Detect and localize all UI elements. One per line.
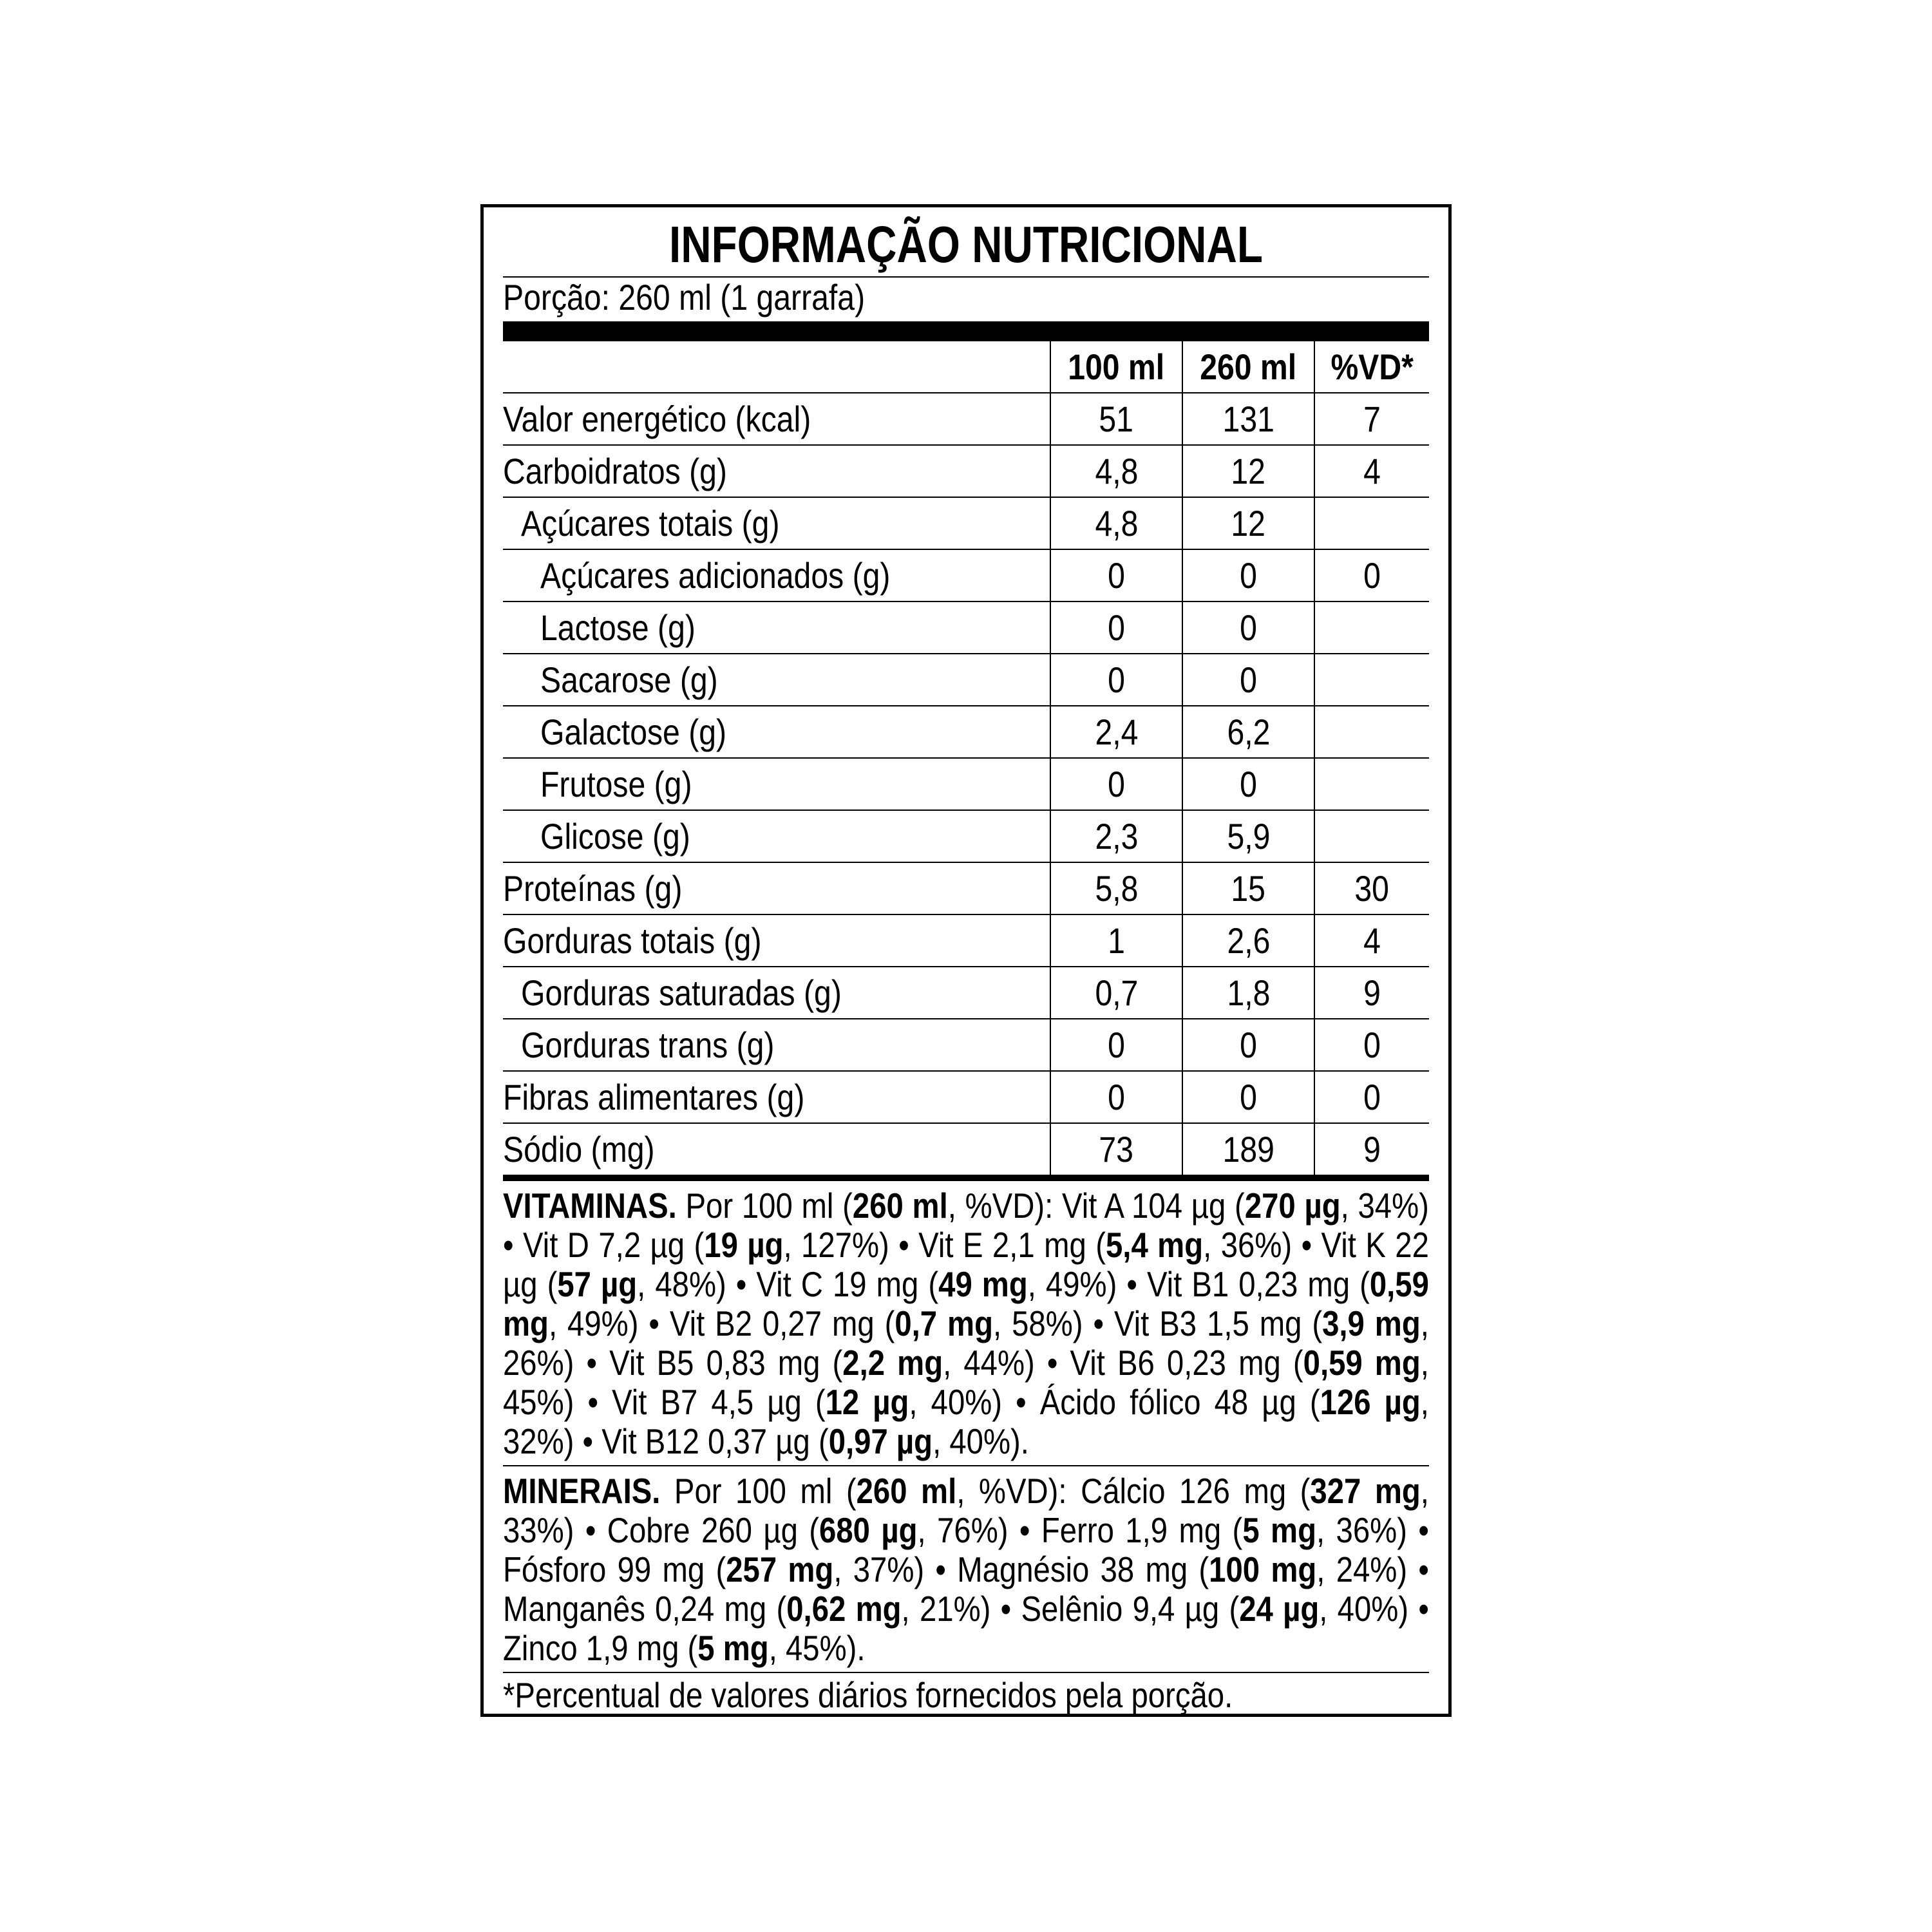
nutrient-name: Galactose (g) [540, 712, 727, 752]
nutrient-value-v260 [1182, 393, 1314, 445]
table-row [503, 810, 1429, 862]
nutrient-value: 6,2 [1227, 712, 1270, 752]
nutrient-value: 4,8 [1095, 451, 1138, 491]
nutrient-name: Gorduras totais (g) [503, 920, 762, 961]
nutrient-value: 0 [1108, 1025, 1125, 1065]
nutrient-value-v100 [1050, 445, 1182, 497]
vitamins-segment: 2,2 mg [842, 1343, 943, 1383]
minerals-section [503, 1466, 1429, 1672]
nutrient-name-cell [503, 758, 1050, 810]
minerals-segment: , 76%) • Ferro 1,9 mg ( [917, 1510, 1243, 1550]
nutrient-name: Carboidratos (g) [503, 451, 727, 491]
table-row [503, 601, 1429, 654]
nutrient-value: 15 [1231, 868, 1266, 909]
nutrient-value-v260 [1182, 445, 1314, 497]
vitamins-segment: 0,7 mg [895, 1303, 994, 1343]
nutrient-value: 4 [1363, 920, 1381, 961]
nutrient-value: 5,8 [1095, 868, 1138, 909]
nutrient-value-v100 [1050, 1123, 1182, 1175]
label-content [503, 207, 1429, 1716]
nutrient-value-vd [1314, 654, 1429, 706]
vitamins-segment: , 32%) • Vit B12 0,37 µg ( [503, 1382, 1429, 1461]
nutrient-name: Sódio (mg) [503, 1129, 655, 1170]
nutrient-value-v260 [1182, 601, 1314, 654]
vitamins-segment: 0,59 mg [1303, 1343, 1421, 1383]
nutrient-name: Frutose (g) [540, 764, 692, 804]
minerals-segment: , 21%) • Selênio 9,4 µg ( [901, 1589, 1240, 1629]
nutrient-value-vd [1314, 1071, 1429, 1123]
nutrient-value: 0 [1108, 659, 1125, 700]
vitamins-segment: , 40%). [933, 1421, 1029, 1461]
minerals-segment: , 36%) • Fósforo 99 mg ( [503, 1510, 1429, 1589]
vitamins-segment: , 49%) • Vit B1 0,23 mg ( [1027, 1264, 1370, 1304]
vitamins-segment: 260 ml [852, 1186, 948, 1226]
column-header-label: 260 ml [1200, 346, 1297, 387]
nutrient-value: 0 [1240, 555, 1257, 596]
vitamins-segment: , 44%) • Vit B6 0,23 mg ( [943, 1343, 1303, 1383]
nutrient-value-v100 [1050, 758, 1182, 810]
minerals-heading: MINERAIS. [503, 1471, 661, 1511]
nutrient-value-v100 [1050, 967, 1182, 1019]
nutrient-value-v260 [1182, 810, 1314, 862]
minerals-segment: 260 ml [856, 1471, 957, 1511]
column-header-label: %VD* [1331, 346, 1414, 387]
table-row [503, 393, 1429, 445]
nutrient-value-vd [1314, 706, 1429, 758]
vitamins-segment: 57 µg [557, 1264, 638, 1304]
vitamins-segment: 126 µg [1320, 1382, 1421, 1422]
nutrient-value-v260 [1182, 967, 1314, 1019]
vitamins-segment: 19 µg [704, 1225, 784, 1265]
nutrient-name-cell [503, 862, 1050, 914]
nutrient-value-v260 [1182, 862, 1314, 914]
nutrient-value: 2,4 [1095, 712, 1138, 752]
nutrient-value: 4 [1363, 451, 1381, 491]
column-header-100ml [1050, 341, 1182, 393]
nutrient-value-v260 [1182, 1019, 1314, 1071]
vitamins-segment: , 58%) • Vit B3 1,5 mg ( [993, 1303, 1323, 1343]
minerals-segment: 5 mg [1242, 1510, 1316, 1550]
vitamins-segment: , 127%) • Vit E 2,1 mg ( [783, 1225, 1106, 1265]
table-row [503, 967, 1429, 1019]
nutrient-name-cell [503, 1019, 1050, 1071]
nutrient-value-vd [1314, 967, 1429, 1019]
vitamins-segment: 0,59 mg [503, 1264, 1429, 1343]
table-row [503, 1019, 1429, 1071]
vitamins-segment: , 49%) • Vit B2 0,27 mg ( [548, 1303, 895, 1343]
table-row [503, 445, 1429, 497]
minerals-text [503, 1466, 1429, 1672]
minerals-segment: 257 mg [726, 1549, 834, 1589]
nutrient-name-cell [503, 393, 1050, 445]
vitamins-segment: , 34%) • Vit D 7,2 µg ( [503, 1186, 1429, 1265]
nutrient-value-vd [1314, 393, 1429, 445]
label-title: INFORMAÇÃO NUTRICIONAL [669, 216, 1263, 273]
nutrient-value-v100 [1050, 654, 1182, 706]
nutrient-value-v100 [1050, 393, 1182, 445]
nutrient-value-v100 [1050, 706, 1182, 758]
nutrient-value-v260 [1182, 654, 1314, 706]
vitamins-segment: Por 100 ml ( [676, 1186, 853, 1226]
nutrient-value-v100 [1050, 497, 1182, 549]
nutrient-name: Lactose (g) [540, 607, 696, 648]
nutrient-value: 0,7 [1095, 972, 1138, 1013]
minerals-segment: 680 µg [819, 1510, 918, 1550]
nutrient-value: 0 [1363, 1077, 1381, 1117]
minerals-segment: Por 100 ml ( [660, 1471, 857, 1511]
nutrient-name-cell [503, 1123, 1050, 1175]
minerals-segment: 5 mg [697, 1628, 769, 1668]
nutrient-name-cell [503, 1071, 1050, 1123]
thick-divider [503, 321, 1429, 341]
nutrient-value: 4,8 [1095, 503, 1138, 544]
vitamins-heading: VITAMINAS. [503, 1186, 677, 1226]
minerals-segment: 0,62 mg [786, 1589, 902, 1629]
nutrient-value: 5,9 [1227, 816, 1270, 857]
table-header-row [503, 341, 1429, 393]
nutrient-name-cell [503, 601, 1050, 654]
nutrient-value: 0 [1108, 764, 1125, 804]
nutrient-name: Açúcares adicionados (g) [540, 555, 891, 596]
nutrient-name: Açúcares totais (g) [521, 503, 780, 544]
nutrient-value-v100 [1050, 1071, 1182, 1123]
nutrient-value-v260 [1182, 497, 1314, 549]
nutrient-value-vd [1314, 862, 1429, 914]
nutrient-value: 73 [1099, 1129, 1134, 1170]
column-header-260ml [1182, 341, 1314, 393]
minerals-segment: , 24%) • Manganês 0,24 mg ( [503, 1549, 1429, 1629]
column-header-label: 100 ml [1068, 346, 1165, 387]
minerals-segment: 100 mg [1209, 1549, 1317, 1589]
vitamins-segment: , 48%) • Vit C 19 mg ( [637, 1264, 939, 1304]
minerals-segment: , 37%) • Magnésio 38 mg ( [833, 1549, 1209, 1589]
vitamins-segment: , %VD): Vit A 104 µg ( [947, 1186, 1245, 1226]
vitamins-segment: 5,4 mg [1106, 1225, 1204, 1265]
nutrient-value-v100 [1050, 601, 1182, 654]
table-row [503, 549, 1429, 601]
nutrient-value-vd [1314, 758, 1429, 810]
nutrient-value: 0 [1363, 1025, 1381, 1065]
nutrient-value-v260 [1182, 549, 1314, 601]
nutrient-value-vd [1314, 497, 1429, 549]
nutrient-value: 0 [1240, 764, 1257, 804]
vitamins-segment: , 26%) • Vit B5 0,83 mg ( [503, 1303, 1429, 1383]
minerals-segment: , 40%) • Zinco 1,9 mg ( [503, 1589, 1429, 1668]
table-row [503, 497, 1429, 549]
vitamins-section [503, 1181, 1429, 1465]
portion-text: Porção: 260 ml (1 garrafa) [503, 277, 866, 317]
nutrient-value-vd [1314, 1019, 1429, 1071]
nutrient-value: 12 [1231, 503, 1266, 544]
vitamins-text [503, 1181, 1429, 1465]
table-row [503, 1071, 1429, 1123]
nutrient-value: 0 [1108, 555, 1125, 596]
nutrition-table [503, 341, 1429, 1175]
vitamins-segment: 49 mg [938, 1264, 1028, 1304]
nutrient-value: 1 [1108, 920, 1125, 961]
table-row [503, 654, 1429, 706]
nutrient-value-vd [1314, 601, 1429, 654]
nutrient-value: 0 [1240, 1077, 1257, 1117]
nutrient-value: 2,3 [1095, 816, 1138, 857]
vitamins-segment: , 45%) • Vit B7 4,5 µg ( [503, 1343, 1429, 1422]
nutrient-value-v260 [1182, 758, 1314, 810]
table-row [503, 758, 1429, 810]
nutrient-name: Gorduras trans (g) [521, 1025, 775, 1065]
heavy-divider [503, 1175, 1429, 1181]
nutrient-value: 189 [1222, 1129, 1274, 1170]
nutrient-name-cell [503, 549, 1050, 601]
nutrient-value-vd [1314, 1123, 1429, 1175]
nutrient-name-cell [503, 706, 1050, 758]
header-empty-cell [503, 341, 1050, 393]
table-row [503, 862, 1429, 914]
vitamins-segment: 12 µg [825, 1382, 909, 1422]
minerals-segment: , 45%). [768, 1628, 866, 1668]
nutrient-name-cell [503, 810, 1050, 862]
nutrient-name-cell [503, 497, 1050, 549]
column-header-vd [1314, 341, 1429, 393]
nutrient-name: Fibras alimentares (g) [503, 1077, 805, 1117]
nutrient-value: 1,8 [1227, 972, 1270, 1013]
nutrient-value-v100 [1050, 549, 1182, 601]
nutrient-value: 0 [1240, 659, 1257, 700]
minerals-segment: 327 mg [1310, 1471, 1421, 1511]
nutrient-value-vd [1314, 810, 1429, 862]
nutrient-value: 131 [1222, 399, 1274, 439]
vitamins-segment: 270 µg [1244, 1186, 1341, 1226]
nutrient-name: Valor energético (kcal) [503, 399, 811, 439]
nutrient-value: 9 [1363, 972, 1381, 1013]
nutrient-value-v100 [1050, 810, 1182, 862]
nutrient-value-vd [1314, 914, 1429, 967]
minerals-segment: , %VD): Cálcio 126 mg ( [956, 1471, 1311, 1511]
nutrient-name-cell [503, 654, 1050, 706]
nutrient-value-vd [1314, 549, 1429, 601]
nutrient-value-v100 [1050, 914, 1182, 967]
nutrient-value-v260 [1182, 1123, 1314, 1175]
nutrient-value-v260 [1182, 914, 1314, 967]
portion-size [503, 278, 1429, 321]
nutrient-value: 12 [1231, 451, 1266, 491]
nutrient-name-cell [503, 967, 1050, 1019]
nutrient-name: Proteínas (g) [503, 868, 683, 909]
vitamins-segment: 0,97 µg [828, 1421, 933, 1461]
nutrition-facts-label [480, 204, 1452, 1717]
nutrient-name: Sacarose (g) [540, 659, 718, 700]
vitamins-segment: , 36%) • Vit K 22 µg ( [503, 1225, 1429, 1304]
nutrient-value-vd [1314, 445, 1429, 497]
nutrient-value: 7 [1363, 399, 1381, 439]
nutrient-value: 2,6 [1227, 920, 1270, 961]
footnote [503, 1673, 1429, 1716]
nutrient-value-v100 [1050, 1019, 1182, 1071]
footnote-text: *Percentual de valores diários fornecidos pela porção. [503, 1675, 1233, 1715]
nutrient-value-v100 [1050, 862, 1182, 914]
vitamins-segment: 3,9 mg [1322, 1303, 1421, 1343]
table-row [503, 1123, 1429, 1175]
nutrient-value: 51 [1099, 399, 1134, 439]
nutrient-value: 0 [1108, 1077, 1125, 1117]
nutrient-value-v260 [1182, 1071, 1314, 1123]
nutrient-value: 0 [1240, 607, 1257, 648]
table-row [503, 706, 1429, 758]
vitamins-segment: , 40%) • Ácido fólico 48 µg ( [909, 1382, 1320, 1422]
nutrient-name: Glicose (g) [540, 816, 690, 857]
nutrient-value: 30 [1354, 868, 1390, 909]
nutrient-name-cell [503, 445, 1050, 497]
minerals-segment: 24 µg [1239, 1589, 1320, 1629]
minerals-segment: , 33%) • Cobre 260 µg ( [503, 1471, 1429, 1550]
nutrient-name: Gorduras saturadas (g) [521, 972, 842, 1013]
table-row [503, 914, 1429, 967]
nutrient-value: 0 [1108, 607, 1125, 648]
nutrient-value-v260 [1182, 706, 1314, 758]
nutrient-name-cell [503, 914, 1050, 967]
nutrient-value: 9 [1363, 1129, 1381, 1170]
nutrient-value: 0 [1363, 555, 1381, 596]
nutrient-value: 0 [1240, 1025, 1257, 1065]
